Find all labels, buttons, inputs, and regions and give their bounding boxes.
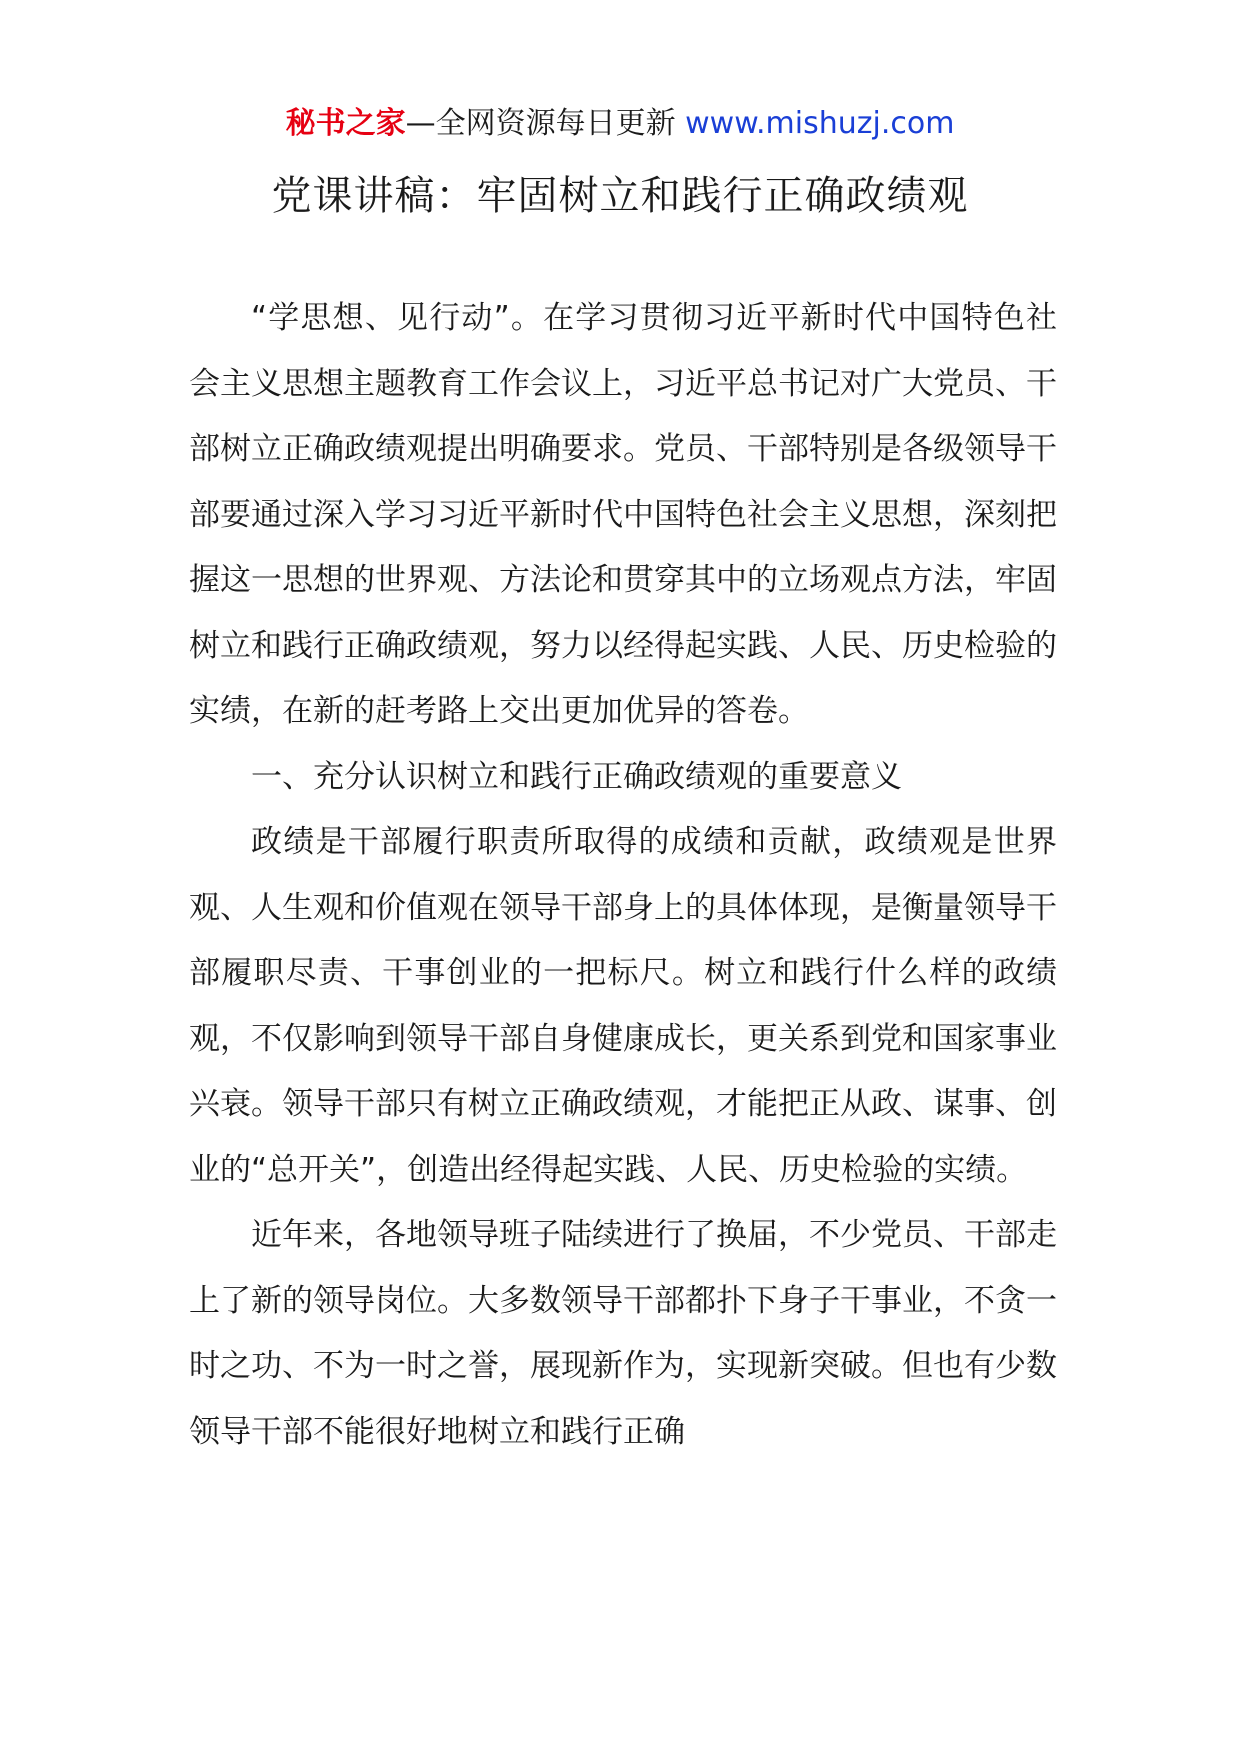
- document-title: 党课讲稿：牢固树立和践行正确政绩观: [271, 173, 969, 219]
- paragraph-recent-years: 近年来，各地领导班子陆续进行了换届，不少党员、干部走上了新的领导岗位。大多数领导干部都扑下身子干事业，不贪一时之功、不为一时之誉，展现新作为，实现新突破。但也有少数领导干部不能很好地树立和践行正确: [189, 1217, 1057, 1450]
- paragraph-intro: “学思想、见行动”。在学习贯彻习近平新时代中国特色社会主义思想主题教育工作会议上，习近平总书记对广大党员、干部树立正确政绩观提出明确要求。党员、干部特别是各级领导干部要通过深入学习习近平新时代中国特色社会主义思想，深刻把握这一思想的世界观、方法论和贯穿其中的立场观点方法，牢固树立和践行正确政绩观，努力以经得起实践、人民、历史检验的实绩，在新的赶考路上交出更加优异的答卷。: [189, 300, 1057, 729]
- section-heading-1: 一、充分认识树立和践行正确政绩观的重要意义: [251, 758, 902, 795]
- site-header: [0, 104, 1240, 144]
- document-body: [189, 286, 1057, 1465]
- header-tagline: —全网资源每日更新: [405, 106, 686, 141]
- paragraph-significance: 政绩是干部履行职责所取得的成绩和贡献，政绩观是世界观、人生观和价值观在领导干部身上的具体体现，是衡量领导干部履职尽责、干事创业的一把标尺。树立和践行什么样的政绩观，不仅影响到领导干部自身健康成长，更关系到党和国家事业兴衰。领导干部只有树立正确政绩观，才能把正从政、谋事、创业的“总开关”，创造出经得起实践、人民、历史检验的实绩。: [189, 824, 1057, 1188]
- site-url-link[interactable]: www.mishuzj.com: [685, 106, 955, 141]
- brand-name: 秘书之家: [285, 106, 406, 141]
